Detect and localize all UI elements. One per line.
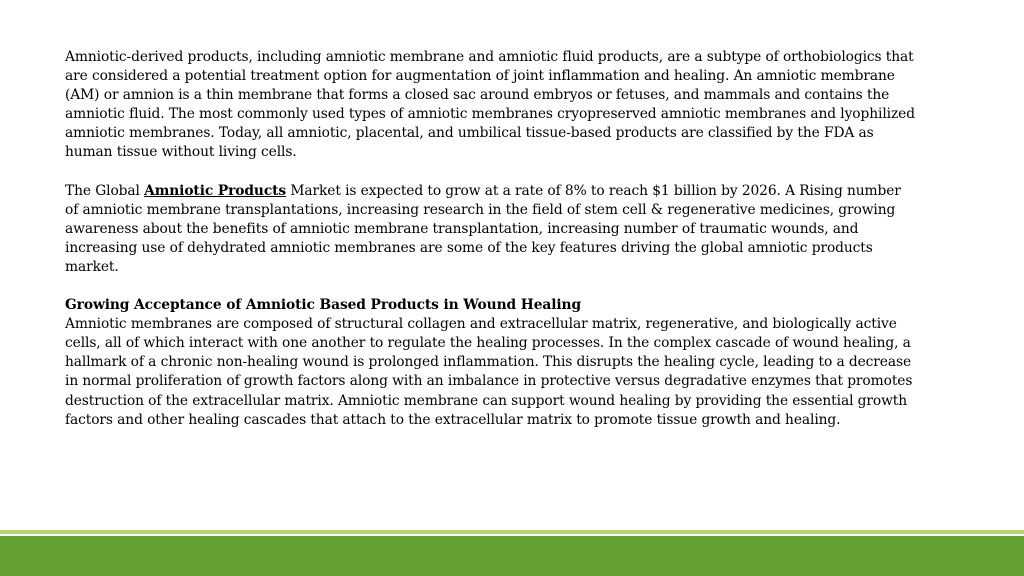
market-text-before-link: The Global: [65, 182, 145, 199]
amniotic-products-link[interactable]: Amniotic Products: [144, 182, 287, 199]
slide-content: [65, 48, 915, 430]
section-body: Amniotic membranes are composed of structural collagen and extracellular matrix, regenerative, and biologically active cells, all of which interact with one another to regulate the healing processes. In the complex cascade of wound healing, a hallmark of a chronic non-healing wound is prolonged inflammation. This disrupts the healing cycle, leading to a decrease in normal proliferation of growth factors along with an imbalance in protective versus degradative enzymes that promotes destruction of the extracellular matrix. Amniotic membrane can support wound healing by providing the essential growth factors and other healing cascades that attach to the extracellular matrix to promote tissue growth and healing.: [65, 316, 913, 428]
footer-accent-line: [0, 530, 1024, 534]
section-heading: Growing Acceptance of Amniotic Based Products in Wound Healing: [65, 297, 581, 314]
market-text-after-link: Market is expected to grow at a rate of 8% to reach $1 billion by 2026. A Rising number of amniotic membrane transplantations, increasing research in the field of stem cell & regenerative medicines, growing awareness about the benefits of amniotic membrane transplantation, increasing number of traumatic wounds, and increasing use of dehydrated amniotic membranes are some of the key features driving the global amniotic products market.: [65, 182, 901, 275]
paragraph-spacer: [65, 163, 915, 182]
paragraph-spacer: [65, 277, 915, 296]
intro-paragraph: Amniotic-derived products, including amniotic membrane and amniotic fluid products, are a subtype of orthobiologics that are considered a potential treatment option for augmentation of joint inflammation and healing. An amniotic membrane (AM) or amnion is a thin membrane that forms a closed sac around embryos or fetuses, and mammals and contains the amniotic fluid. The most commonly used types of amniotic membranes cryopreserved amniotic membranes and lyophilized amniotic membranes. Today, all amniotic, placental, and umbilical tissue-based products are classified by the FDA as human tissue without living cells.: [65, 49, 915, 161]
footer-bar: [0, 536, 1024, 576]
market-paragraph: [65, 182, 915, 277]
